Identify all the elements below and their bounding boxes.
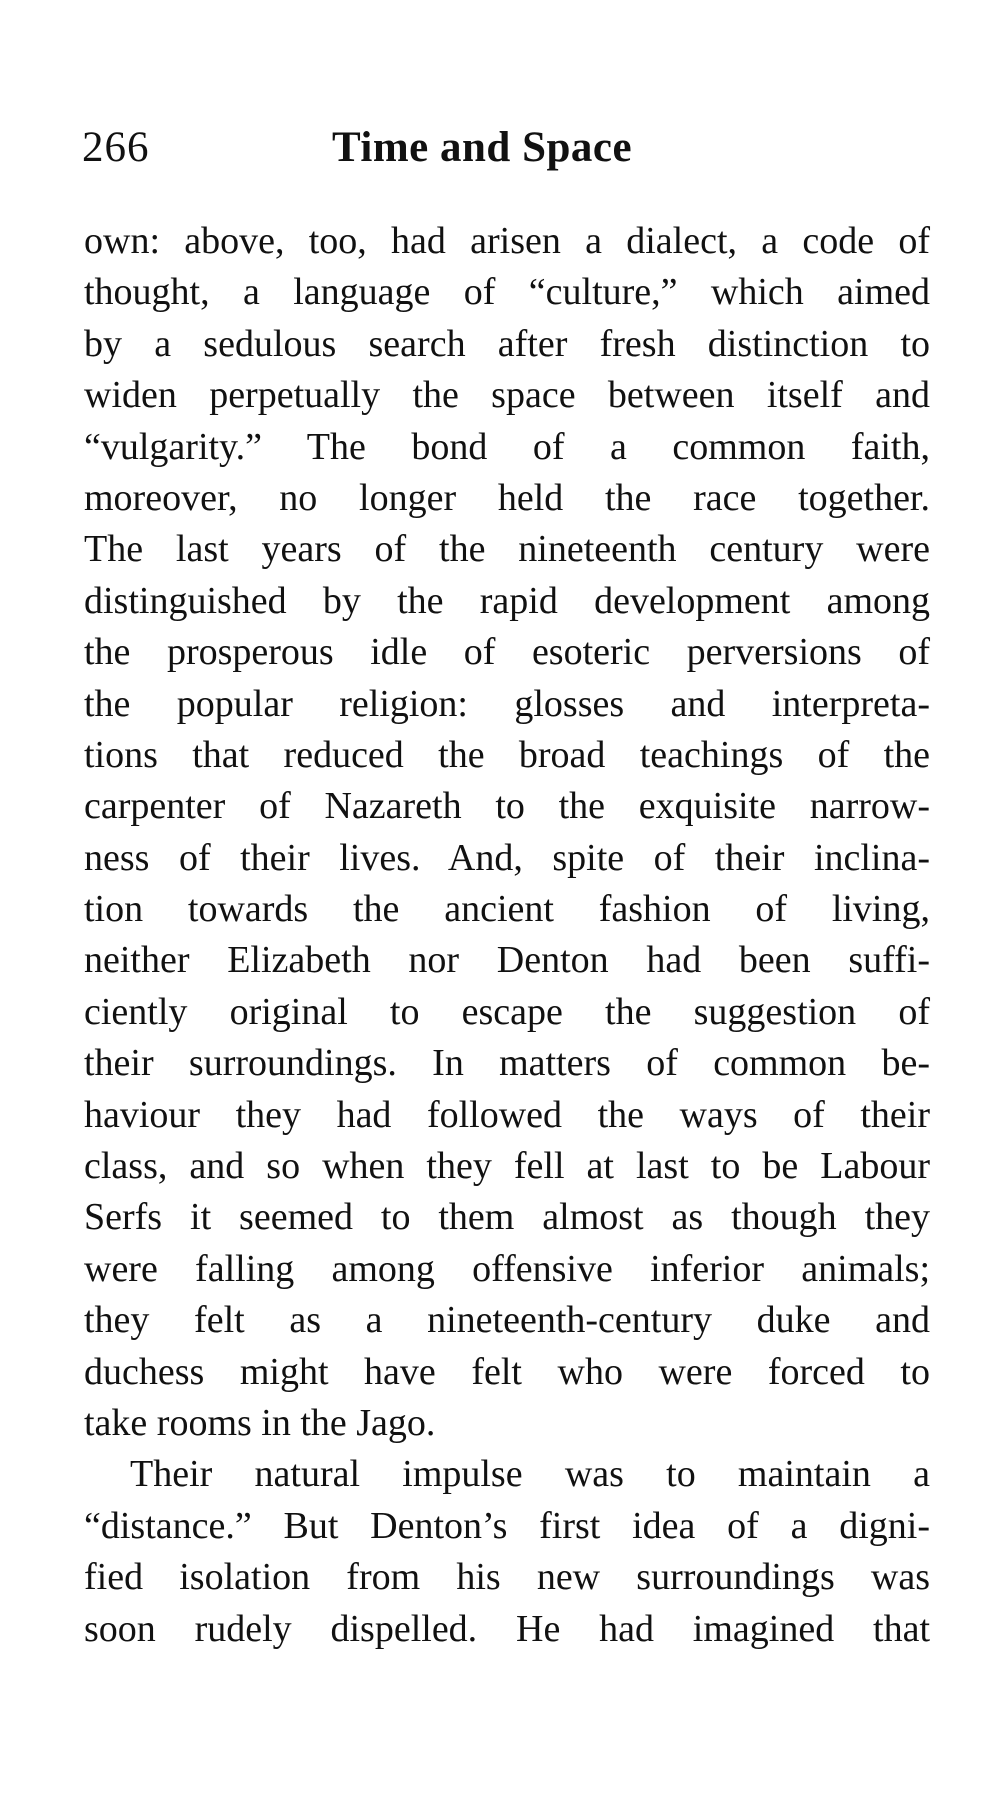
text-line: “distance.” But Denton’s first idea of a digni- xyxy=(84,1504,930,1547)
text-line: “vulgarity.” The bond of a common faith, xyxy=(84,425,930,468)
text-line: moreover, no longer held the race together. xyxy=(84,476,930,519)
text-line: they felt as a nineteenth-century duke and xyxy=(84,1299,930,1342)
text-line: tion towards the ancient fashion of living, xyxy=(84,888,930,931)
text-line: carpenter of Nazareth to the exquisite narrow- xyxy=(84,785,930,828)
paragraph-start-line: Their natural impulse was to maintain a xyxy=(130,1453,930,1496)
page-header xyxy=(82,118,930,178)
running-title: Time and Space xyxy=(332,124,633,171)
text-line: ness of their lives. And, spite of their inclina- xyxy=(84,836,930,879)
text-line: the prosperous idle of esoteric perversions of xyxy=(84,631,930,674)
text-line: by a sedulous search after fresh distinction to xyxy=(84,322,930,365)
text-line: haviour they had followed the ways of their xyxy=(84,1093,930,1136)
text-line: fied isolation from his new surroundings was xyxy=(84,1556,930,1599)
text-line: thought, a language of “culture,” which aimed xyxy=(84,271,930,314)
text-line: duchess might have felt who were forced to xyxy=(84,1350,930,1393)
text-line: distinguished by the rapid development among xyxy=(84,579,930,622)
body-text xyxy=(84,216,930,1655)
text-line: own: above, too, had arisen a dialect, a code of xyxy=(84,220,930,262)
text-line: soon rudely dispelled. He had imagined that xyxy=(84,1607,930,1650)
text-line: were falling among offensive inferior animals; xyxy=(84,1247,930,1290)
text-line: neither Elizabeth nor Denton had been suffi- xyxy=(84,939,930,982)
text-line: ciently original to escape the suggestion of xyxy=(84,990,930,1033)
text-line: tions that reduced the broad teachings of the xyxy=(84,733,930,776)
text-line: Serfs it seemed to them almost as though they xyxy=(84,1196,930,1239)
text-line: their surroundings. In matters of common be- xyxy=(84,1042,930,1085)
text-line: widen perpetually the space between itself and xyxy=(84,374,930,417)
page-number: 266 xyxy=(82,124,150,171)
text-line: class, and so when they fell at last to be Labour xyxy=(84,1145,930,1188)
paragraph-end-line: take rooms in the Jago. xyxy=(84,1401,436,1444)
text-line: The last years of the nineteenth century were xyxy=(84,528,930,571)
text-line: the popular religion: glosses and interpreta- xyxy=(84,682,930,725)
